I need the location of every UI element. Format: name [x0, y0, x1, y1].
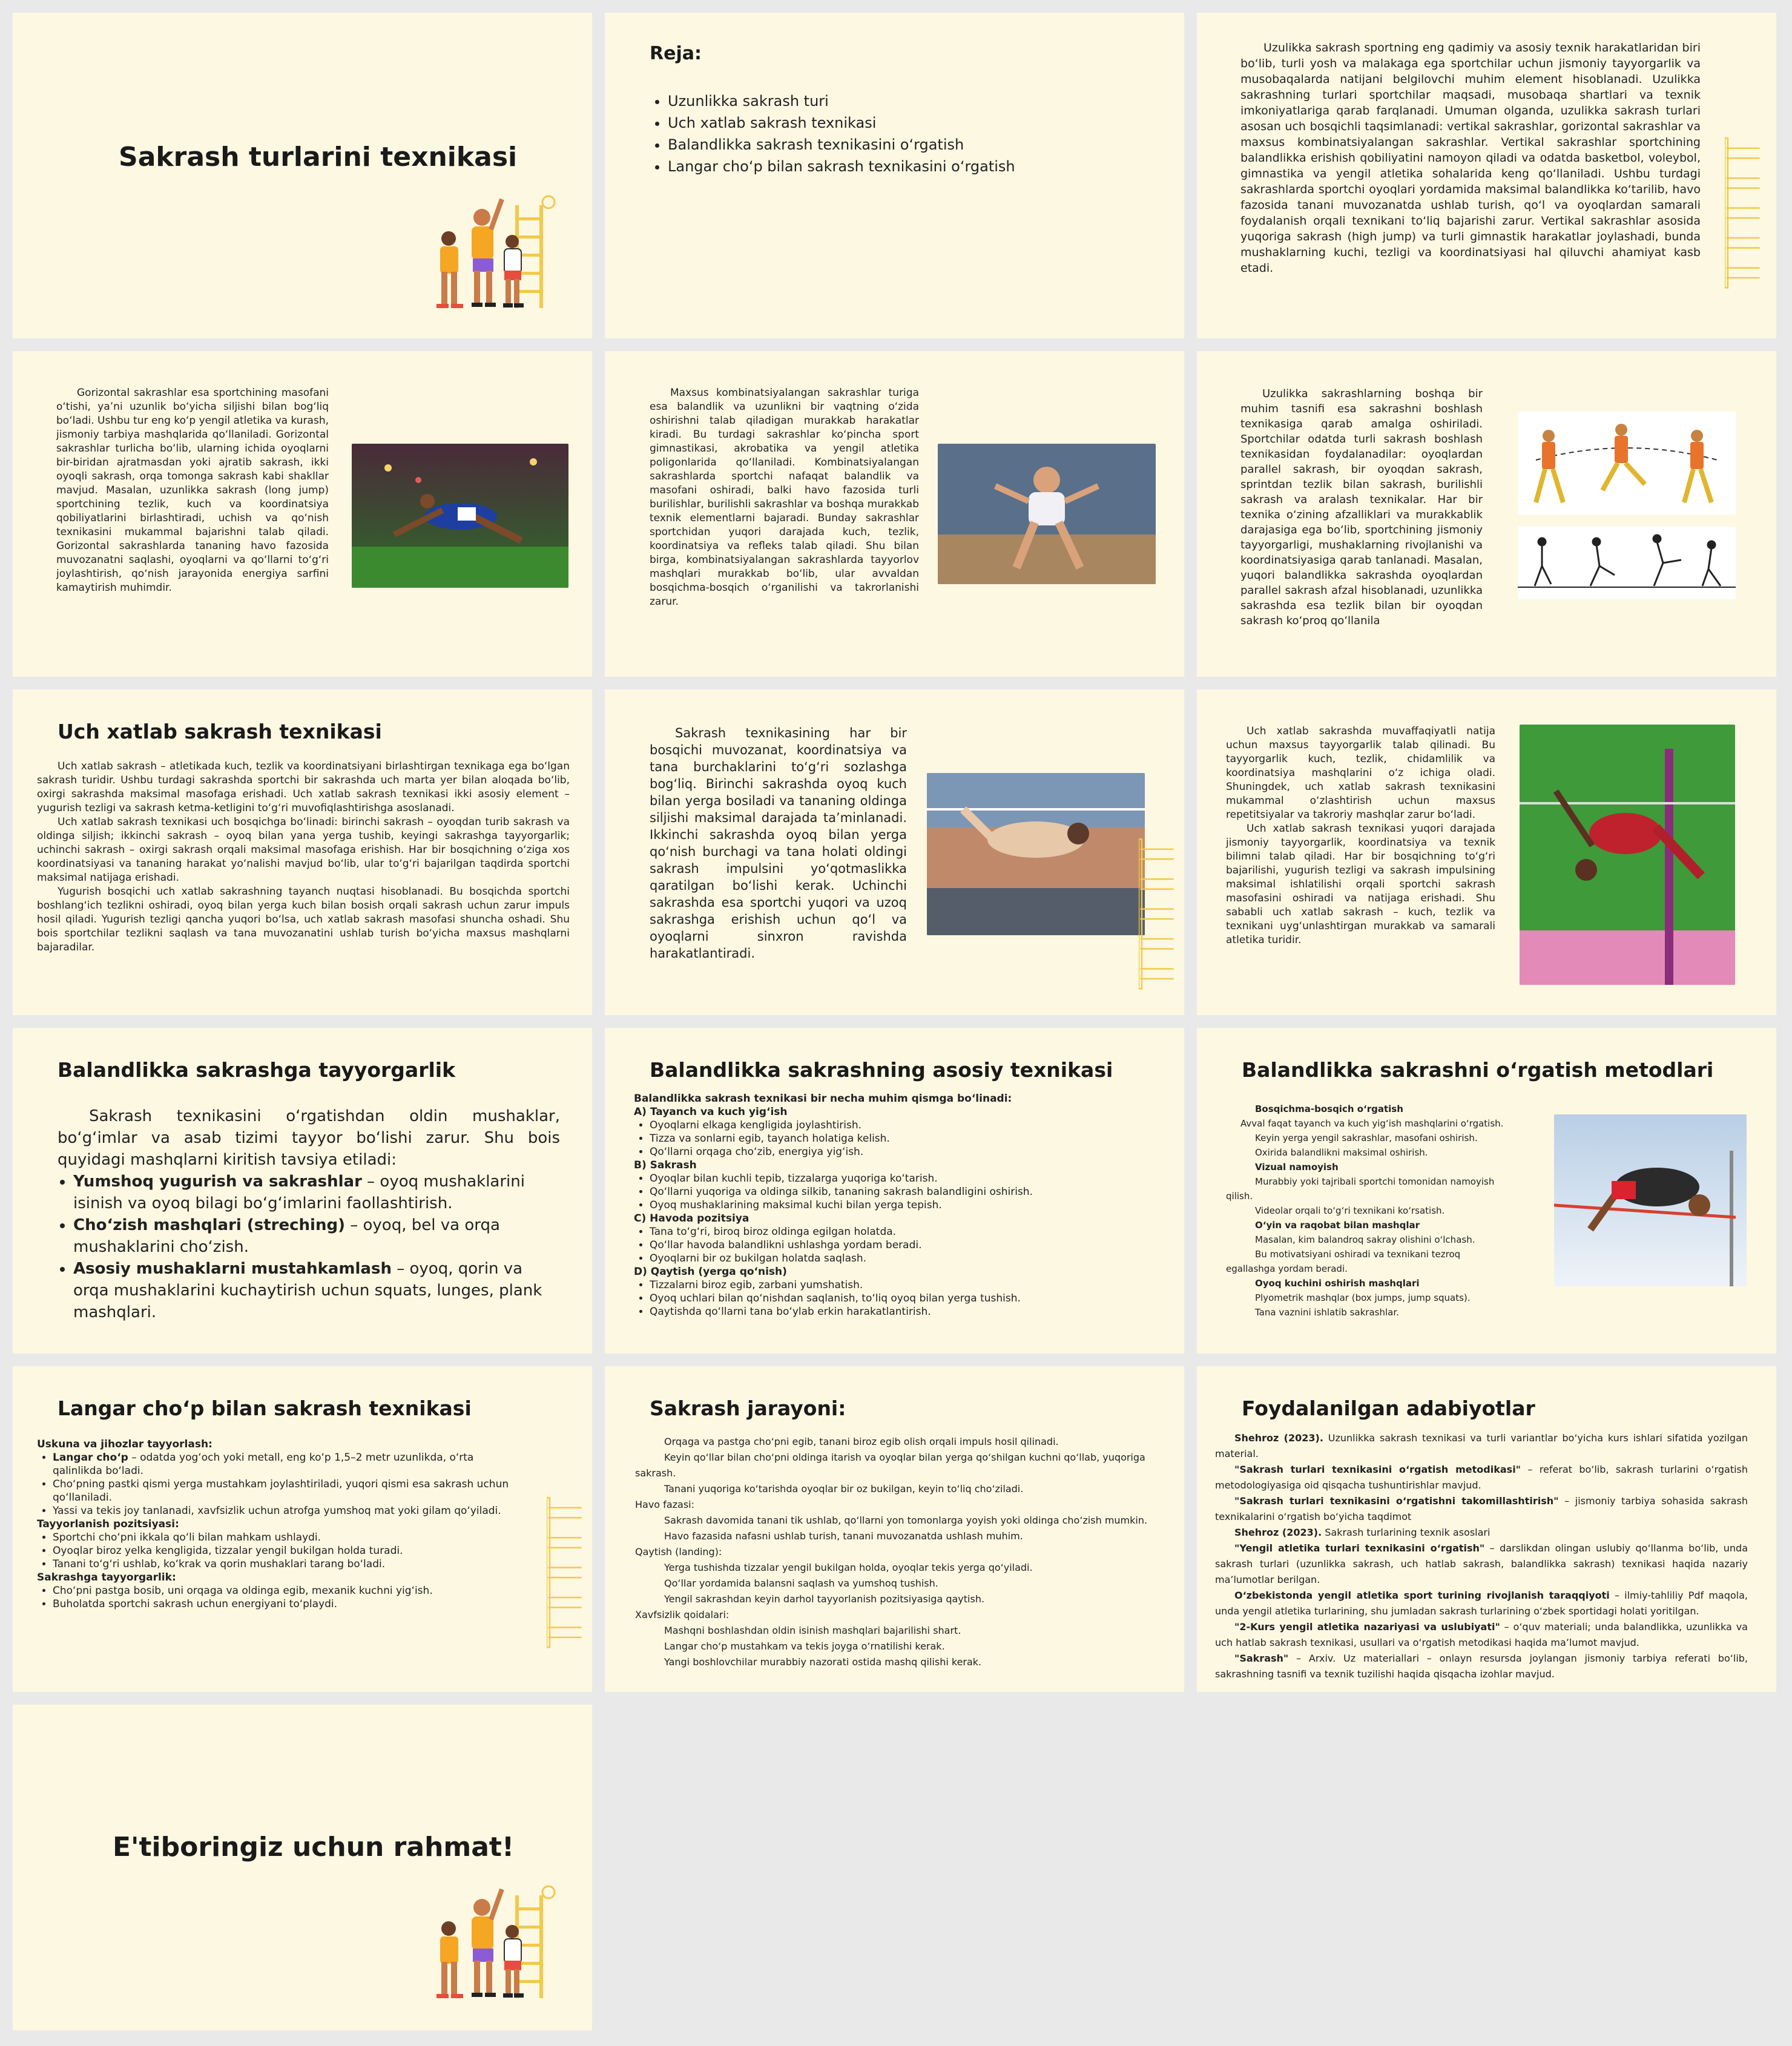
high-jump-athlete-photo — [1520, 725, 1735, 985]
plan-item: • Uch xatlab sakrash texnikasi — [668, 112, 1015, 134]
list-item: • Asosiy mushaklarni mustahkamlash – oyoq, qorin va orqa mushaklarini kuchaytirish uchun squats, lunges, plank mashqlari. — [73, 1258, 560, 1323]
high-jump-technique-text: Balandlikka sakrash texnikasi bir necha muhim qismga bo‘linadi: A) Tayanch va kuch yig‘ish • Oyoqlarni elkaga kengligida joylashtirish. • Tizza va sonlarni egib, tayanch holatiga kelish. • Qo‘llarni orqaga cho‘zib, energiya yig‘ish. B) Sakrash • Oyoqlar bilan kuchli tepib, tizzalarga yuqoriga ko‘tarish. • Qo‘llarni yuqoriga va oldinga silkib, tananing sakrash balandligini oshirish. • Oyoq mushaklarining maksimal kuchi bilan yerga tepish. C) Havoda pozitsiya • Tana to‘g‘ri, biroq biroz oldinga egilgan holatda. • Qo‘llar havoda balandlikni ushlashga yordam beradi. • Oyoqlarni bir oz bukilgan holatda saqlash. D) Qaytish (yerga qo‘nish) • Tizzalarni biroz egib, zarbani yumshatish. • Oyoq uchlari bilan qo‘nishdan saqlanish, to‘liq oyoq bilan yerga tushish. • Qaytishda qo‘llarni tana bo‘ylab erkin harakatlantirish. — [634, 1092, 1155, 1318]
slide-high-jump-prep — [13, 1028, 592, 1354]
references-list — [1215, 1430, 1748, 1682]
reference-item: "Yengil atletika turlari texnikasini o‘rgatish" – darslikdan olingan uslubiy qo‘llanma bo‘lib, unda sakrash turlari (uzunlikka sakrash, uch hatlab sakrash, balandlikka sakrash) texnikasi haqida nazariy ma’lumotlar berilgan. — [1215, 1542, 1748, 1585]
high-jump-prep-text: Sakrash texnikasini o‘rgatishdan oldin mushaklar, bo‘g‘imlar va asab tizimi tayyor bo‘lishi zarur. Shu bois quyidagi mashqlarni kiritish tavsiya etiladi: • Yumshoq yugurish va sakrashlar – oyoq mushaklarini isinish va oyoq bilagi bo‘g‘imlarini faollashtirish. • Cho‘zish mashqlari (streching) – oyoq, bel va orqa mushaklarini cho‘zish. • Asosiy mushaklarni mustahkamlash – oyoq, qorin va orqa mushaklarini kuchaytirish uchun squats, lunges, plank mashqlari. — [58, 1105, 560, 1323]
pole-jump-text: Uskuna va jihozlar tayyorlash: • Langar cho‘p – odatda yog‘och yoki metall, eng ko‘p 1,5–2 metr uzunlikda, o‘rta qalinlikda bo‘ladi. • Cho‘pning pastki qismi yerga mustahkam joylashtiriladi, yuqori qismi esa sakrash uchun qo‘llaniladi. • Yassi va tekis joy tanlanadi, xavfsizlik uchun atrofga yumshoq mat yoki gilam qo‘yiladi. Tayyorlanish pozitsiyasi: • Sportchi cho‘pni ikkala qo‘li bilan mahkam ushlaydi. • Oyoqlar biroz yelka kengligida, tizzalar yengil bukilgan holda turadi. • Tanani to‘g‘ri ushlab, ko‘krak va qorin mushaklari tarang bo‘ladi. Sakrashga tayyorgarlik: • Cho‘pni pastga bosib, uni orqaga va oldinga egib, mexanik kuchni yig‘ish. • Buholatda sportchi sakrash uchun energiyani to‘playdi. — [37, 1438, 515, 1611]
reference-item: Shehroz (2023). Uzunlikka sakrash texnikasi va turli variantlar bo‘yicha kurs ishlari sifatida yozilgan material. — [1215, 1432, 1748, 1459]
plan-list — [652, 90, 1015, 177]
reference-item: "Sakrash turlari texnikasini o‘rgatish metodikasi" – referat bo‘lib, sakrash turlarini o‘rgatish metodologiyasiga oid qisqacha tushuntirishlar mavjud. — [1215, 1464, 1748, 1491]
reference-item: "Sakrash turlari texnikasini o‘rgatishni takomillashtirish" – jismoniy tarbiya sohasida sakrash texnikalarini o‘rgatish bo‘yicha taqdimot — [1215, 1495, 1748, 1522]
plan-item: • Uzunlikka sakrash turi — [668, 90, 1015, 112]
slide-start-techniques — [1197, 351, 1776, 677]
horizontal-jumps-text: Gorizontal sakrashlar esa sportchining masofani o‘tishi, ya’ni uzunlik bo‘yicha siljishi bilan bog‘liq bo‘ladi. Ushbu tur eng ko‘p yengil atletika va kurash, jismoniy tarbiya mashqlarida qo‘llaniladi. Gorizontal sakrashlar turlicha bo‘lib, ularning ichida oyoqlarni bir-biridan ajratmasdan yoki ajratib sakrash, ikki oyoqli sakrash, orqa tomonga sakrash kabi shakllar mavjud. Masalan, uzunlikka sakrash (long jump) sportchining tezlik, kuch va koordinatsiya qobiliyatlarini birlashtiradi, uchish va qo‘nish texnikasini mukammal bajarishni talab qiladi. Gorizontal sakrashlarda tananing havo fazosida muvozanatni saqlashi, oyoqlarni va qo‘llarni to‘g‘ri joylashtirish, qo‘nish jarayonida energiya sarfini kamaytirish muhimdir. — [56, 387, 329, 594]
reference-item: "2-Kurs yengil atletika nazariyasi va uslubiyati" – o‘quv materiali; unda balandlikka, uzunlikka va uch hatlab sakrash texnikasi, usullari va o‘rgatish metodikasi haqida ma’lumot mavjud. — [1215, 1621, 1748, 1648]
slide-title-heading: Sakrash turlarini texnikasi — [119, 142, 518, 173]
triple-jump-training-text: Uch xatlab sakrashda muvaffaqiyatli natija uchun maxsus tayyorgarlik talab qilinadi. Bu tayyorgarlik kuch, tezlik, chidamlilik va koordinatsiya mashqlarini o‘z ichiga oladi. Shuningdek, uch xatlab sakrash texnikasini mukammal o‘zlashtirish uchun maxsus repetitsiyalar va takroriy mashqlar zarur bo‘ladi. Uch xatlab sakrash texnikasi yuqori darajada jismoniy tayyorgarlik, koordinatsiya va texnik bilimni talab qiladi. Har bir bosqichning to‘g‘ri bajarilishi, yugurish tezligi va sakrash impulsining maksimal ishlatilishi orqali sportchi sakrash masofasini oshiradi va natijaga erishadi. Shu sababli uch xatlab sakrash – kuch, tezlik va texnikani uyg‘unlashtirgan murakkab va samarali atletika turidir. — [1226, 725, 1495, 946]
fosbury-flop-photo — [1554, 1114, 1747, 1286]
slide-combined-jumps — [605, 351, 1184, 677]
long-jump-landing-photo — [938, 444, 1156, 584]
slide-horizontal-jumps — [13, 351, 592, 677]
slide-triple-jump — [13, 689, 592, 1015]
slide-triple-jump-training — [1197, 689, 1776, 1015]
slide-thanks — [13, 1705, 592, 2030]
ladder-decoration — [1139, 823, 1181, 1010]
high-jump-technique-heading: Balandlikka sakrashning asosiy texnikasi — [650, 1058, 1113, 1082]
running-phases-illustration — [1518, 412, 1736, 599]
plan-heading: Reja: — [650, 43, 702, 64]
thanks-heading: E'tiboringiz uchun rahmat! — [113, 1832, 515, 1863]
slide-vertical-jumps — [1197, 13, 1776, 338]
start-techniques-text: Uzulikka sakrashlarning boshqa bir muhim tasnifi esa sakrashni boshlash texnikasiga qarab amalga oshiriladi. Sportchilar odatda turli sakrash boshlash texnikasidan foydalanadilar: oyoqlardan parallel sakrash, bir oyoqdan sakrash, sprintdan tezlik bilan sakrash, burilishli sakrash va aralash texnikalar. Har bir texnika o‘zining afzalliklari va murakkablik darajasiga ega bo‘lib, sportchining jismoniy tayyorgarligi, mushaklarning rivojlanishi va koordinatsiyasiga qarab tanlanadi. Masalan, yuqori balandlikka sakrashda oyoqlardan parallel sakrash afzal hisoblanadi, uzunlikka sakrashda esa tezlik bilan bir oyoqdan sakrash ko‘proq qo‘llanila — [1240, 387, 1483, 627]
teaching-methods-text: Bosqichma-bosqich o‘rgatish Avval faqat tayanch va kuch yig‘ish mashqlarini o‘rgatish. Keyin yerga yengil sakrashlar, masofani oshirish. Oxirida balandlikni maksimal oshirish. Vizual namoyish Murabbiy yoki tajribali sportchi tomonidan namoyish qilish. Videolar orqali to‘g‘ri texnikani ko‘rsatish. O‘yin va raqobat bilan mashqlar Masalan, kim balandroq sakray olishini o‘lchash. Bu motivatsiyani oshiradi va texnikani tezroq egallashga yordam beradi. Oyoq kuchini oshirish mashqlari Plyometrik mashqlar (box jumps, jump squats). Tana vaznini ishlatib sakrashlar. — [1226, 1104, 1504, 1318]
slide-pole-jump — [13, 1366, 592, 1692]
slide-jump-process — [605, 1366, 1184, 1692]
plan-item: • Langar cho‘p bilan sakrash texnikasini o‘rgatish — [668, 156, 1015, 177]
high-jump-bar-photo — [927, 773, 1145, 935]
triple-jump-heading: Uch xatlab sakrash texnikasi — [58, 720, 382, 743]
jump-process-text: Orqaga va pastga cho‘pni egib, tanani biroz egib olish orqali impuls hosil qilinadi. Keyin qo‘llar bilan cho‘pni oldinga itarish va oyoqlar bilan yerga qo‘shilgan kuchni qo‘llab, yuqoriga sakrash. Tanani yuqoriga ko‘tarishda oyoqlar bir oz bukilgan, keyin to‘liq cho‘ziladi. Havo fazasi: Sakrash davomida tanani tik ushlab, qo‘llarni yon tomonlarga yoyish yoki oldinga cho‘zish mumkin. Havo fazasida nafasni ushlab turish, tanani muvozanatda ushlash muhim. Qaytish (landing): Yerga tushishda tizzalar yengil bukilgan holda, oyoqlar tekis yerga qo‘yiladi. Qo‘llar yordamida balansni saqlash va yumshoq tushish. Yengil sakrashdan keyin darhol tayyorlanish pozitsiyasiga qaytish. Xavfsizlik qoidalari: Mashqni boshlashdan oldin isinish mashqlari bajarilishi shart. Langar cho‘p mustahkam va tekis joyga o‘rnatilishi kerak. Yangi boshlovchilar murabbiy nazorati ostida mashq qilishi kerak. — [635, 1436, 1148, 1668]
combined-jumps-text: Maxsus kombinatsiyalangan sakrashlar turiga esa balandlik va uzunlikni bir vaqtning o‘zida oshirishni talab qiladigan murakkab harakatlar kiradi. Bu turdagi sakrashlar ko‘pincha sport gimnastikasi, akrobatika va yengil atletika poligonlarida qo‘llaniladi. Kombinatsiyalangan sakrashlarda sportchi nafaqat balandlik va masofani oshiradi, balki havo fazosida turli burilishlar, burilishli sakrashlar va boshqa murakkab texnik elementlarni bajaradi. Bunday sakrashlar sportchidan yuqori darajada kuch, tezlik, koordinatsiya va refleks talab qiladi. Shu bilan birga, kombinatsiyalangan sakrashlarda tayyorlov mashqlari murakkab bo‘lib, ular avvaldan bosqichma-bosqich o‘rganilishi va takrorlanishi zarur. — [650, 387, 919, 608]
jump-phases-text: Sakrash texnikasining har bir bosqichi muvozanat, koordinatsiya va tana burchaklarini to‘g‘ri sozlashga bog‘liq. Birinchi sakrashda oyoq kuch bilan yerga bosiladi va tananing oldinga siljishi maksimal darajada ta’minlanadi. Ikkinchi sakrashda oyoq bilan yerga qo‘nish burchagi va tana holati oldingi sakrash impulsini yo‘qotmaslikka qaratilgan bo‘lishi kerak. Uchinchi sakrashda esa sportchi yuqori va uzoq sakrashga erishish uchun qo‘l va oyoqlarni sinxron ravishda harakatlantiradi. — [650, 726, 907, 961]
prep-list — [58, 1171, 560, 1323]
slide-plan — [605, 13, 1184, 338]
jump-process-heading: Sakrash jarayoni: — [650, 1396, 846, 1420]
references-heading: Foydalanilgan adabiyotlar — [1242, 1396, 1535, 1420]
triple-jump-text: Uch xatlab sakrash – atletikada kuch, tezlik va koordinatsiyani birlashtirgan texnikaga ega bo‘lgan sakrash turidir. Ushbu turdagi sakrashda sportchi bir sakrashda uch marta yer bilan aloqada bo‘lib, oxirgi sakrashda maksimal masofaga erishadi. Uch xatlab sakrash texnikasi ikki asosiy element – yugurish tezligi va sakrash ketma-ketligini to‘g‘ri muvofiqlashtirishga asoslanadi. Uch xatlab sakrash texnikasi uch bosqichga bo‘linadi: birinchi sakrash – oyoqdan turib sakrash va oldinga siljish; ikkinchi sakrash – oyoq bilan yana yerga tushib, keyingi sakrashga tayyorgarlik; uchinchi sakrash – oxirgi sakrash orqali maksimal masofaga erishish. Har bir bosqichning o‘ziga xos koordinatsiyasi va tananing harakat yo‘nalishi mavjud bo‘lib, ular to‘g‘ri bajarilgan taqdirda sportchi maksimal natijaga erishadi. Yugurish bosqichi uch xatlab sakrashning tayanch nuqtasi hisoblanadi. Bu bosqichda sportchi boshlang‘ich tezlikni oshiradi, oyoq bilan yerga kuch bilan bosish orqali sakrash uchun zarur impuls hosil qiladi. Yugurish tezligi qancha yuqori bo‘lsa, uch xatlab sakrash masofasi shuncha oshadi. Shu bois sportchilar tezlikni saqlash va tana muvozanatini ushlab turish bo‘yicha maxsus mashqlarni bajaradilar. — [37, 760, 570, 953]
athletes-illustration — [424, 193, 558, 314]
reference-item: "Sakrash" – Arxiv. Uz materiallari – onlayn resursda joylangan jismoniy tarbiya referati bo‘lib, sakrashning tasnifi va texnik tuzilishi haqida qisqacha izohlar mavjud. — [1215, 1653, 1748, 1680]
ladder-decoration — [547, 1481, 589, 1669]
list-item: • Cho‘zish mashqlari (streching) – oyoq, bel va orqa mushaklarini cho‘zish. — [73, 1214, 560, 1258]
slide-jump-phases — [605, 689, 1184, 1015]
reference-item: Shehroz (2023). Sakrash turlarining texnik asoslari — [1234, 1527, 1491, 1538]
teaching-methods-heading: Balandlikka sakrashni o‘rgatish metodlari — [1242, 1058, 1714, 1082]
slide-references — [1197, 1366, 1776, 1692]
ladder-decoration — [1725, 122, 1767, 309]
slide-title — [13, 13, 592, 338]
pole-jump-heading: Langar cho‘p bilan sakrash texnikasi — [58, 1396, 472, 1420]
slide-high-jump-technique — [605, 1028, 1184, 1354]
long-jump-photo — [352, 444, 568, 588]
slide-teaching-methods — [1197, 1028, 1776, 1354]
high-jump-prep-heading: Balandlikka sakrashga tayyorgarlik — [58, 1058, 456, 1082]
list-item: • Yumshoq yugurish va sakrashlar – oyoq mushaklarini isinish va oyoq bilagi bo‘g‘imlarini faollashtirish. — [73, 1171, 560, 1214]
reference-item: O‘zbekistonda yengil atletika sport turining rivojlanish taraqqiyoti – ilmiy-tahliliy Pdf maqola, unda yengil atletika turlarining, shu jumladan sakrash turlarining o‘zbek sportidagi holati yoritilgan. — [1215, 1590, 1748, 1617]
plan-item: • Balandlikka sakrash texnikasini o‘rgatish — [668, 134, 1015, 156]
athletes-illustration — [424, 1883, 558, 2004]
vertical-jumps-text: Uzulikka sakrash sportning eng qadimiy va asosiy texnik harakatlaridan biri bo‘lib, turli yosh va malakaga ega sportchilar uchun jismoniy tayyorgarlik va musobaqalarda natijani belgilovchi muhim element hisoblanadi. Uzulikka sakrashning turlari sportchilar maqsadi, musobaqa shartlari va texnik imkoniyatlariga qarab farqlanadi. Umuman olganda, uzulikka sakrash turlari asosan uch bosqichli taqsimlanadi: vertikal sakrashlar, gorizontal sakrashlar va maxsus kombinatsiyalangan sakrashlar. Vertikal sakrashlar sportchining balandlikka erishish qobiliyatini namoyon qiladi va odatda basketbol, voleybol, gimnastika va yengil atletika sohalarida keng qo‘llaniladi. Ushbu turdagi sakrashlarda sportchi oyoqlari yordamida maksimal balandlikka ko‘tarilib, havo fazosida tanani muvozanatda ushlab turish, qo‘l va oyoqlardan samarali foydalanish orqali texnikani to‘liq bajarishi zarur. Vertikal sakrashlar asosida yuqoriga sakrash (high jump) va turli gimnastik harakatlar joylashadi, bunda mushaklarning kuchi, tezligi va koordinatsiyasi hal qiluvchi ahamiyat kasb etadi. — [1240, 41, 1701, 275]
